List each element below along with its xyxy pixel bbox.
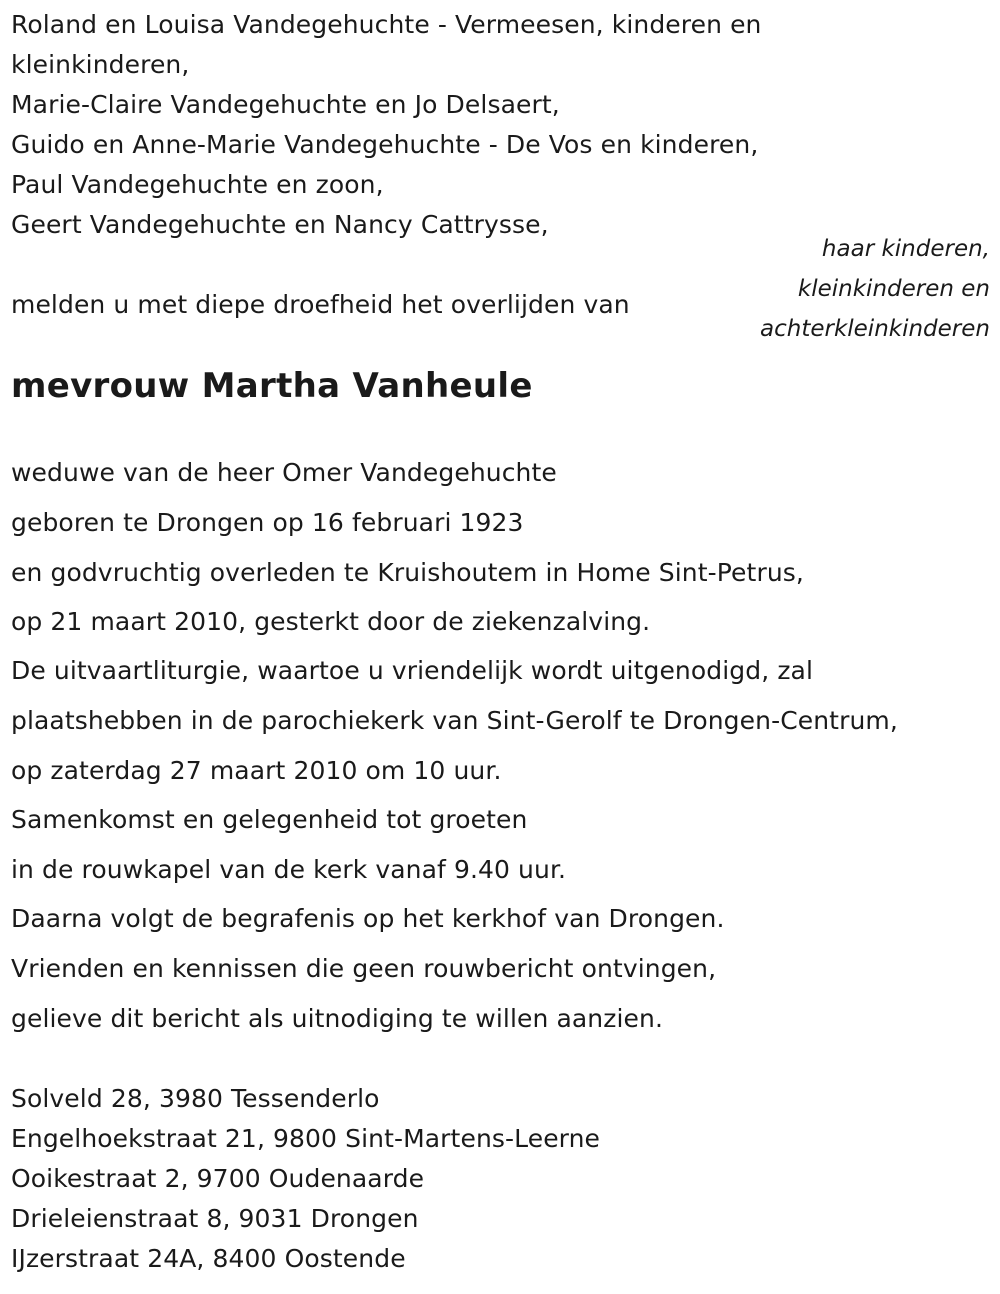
deceased-name: mevrouw Martha Vanheule xyxy=(11,366,533,406)
family-line: Marie-Claire Vandegehuchte en Jo Delsaert, xyxy=(11,90,560,119)
family-line: Geert Vandegehuchte en Nancy Cattrysse, xyxy=(11,210,549,239)
signature-line: kleinkinderen en xyxy=(797,276,990,302)
body-line: weduwe van de heer Omer Vandegehuchte xyxy=(11,458,557,487)
family-line: kleinkinderen, xyxy=(11,50,190,79)
body-line: op zaterdag 27 maart 2010 om 10 uur. xyxy=(11,756,502,785)
body-line: plaatshebben in de parochiekerk van Sint-Gerolf te Drongen-Centrum, xyxy=(11,706,898,735)
body-line: geboren te Drongen op 16 februari 1923 xyxy=(11,508,524,537)
body-line: Daarna volgt de begrafenis op het kerkhof van Drongen. xyxy=(11,904,725,933)
address-line: Solveld 28, 3980 Tessenderlo xyxy=(11,1084,380,1113)
body-line: op 21 maart 2010, gesterkt door de ziekenzalving. xyxy=(11,607,651,636)
body-line: Samenkomst en gelegenheid tot groeten xyxy=(11,805,528,834)
family-line: Roland en Louisa Vandegehuchte - Vermeesen, kinderen en xyxy=(11,10,762,39)
body-line: in de rouwkapel van de kerk vanaf 9.40 uur. xyxy=(11,855,567,884)
family-line: Paul Vandegehuchte en zoon, xyxy=(11,170,384,199)
body-line: De uitvaartliturgie, waartoe u vriendelijk wordt uitgenodigd, zal xyxy=(11,656,814,685)
announcement-text: melden u met diepe droefheid het overlijden van xyxy=(11,290,630,319)
signature-line: achterkleinkinderen xyxy=(760,316,990,342)
body-line: en godvruchtig overleden te Kruishoutem in Home Sint-Petrus, xyxy=(11,558,804,587)
address-line: Drieleienstraat 8, 9031 Drongen xyxy=(11,1204,419,1233)
body-line: Vrienden en kennissen die geen rouwbericht ontvingen, xyxy=(11,954,717,983)
family-line: Guido en Anne-Marie Vandegehuchte - De Vos en kinderen, xyxy=(11,130,759,159)
address-line: IJzerstraat 24A, 8400 Oostende xyxy=(11,1244,406,1273)
body-line: gelieve dit bericht als uitnodiging te willen aanzien. xyxy=(11,1004,663,1033)
address-line: Ooikestraat 2, 9700 Oudenaarde xyxy=(11,1164,425,1193)
signature-line: haar kinderen, xyxy=(821,236,990,262)
address-line: Engelhoekstraat 21, 9800 Sint-Martens-Leerne xyxy=(11,1124,601,1153)
